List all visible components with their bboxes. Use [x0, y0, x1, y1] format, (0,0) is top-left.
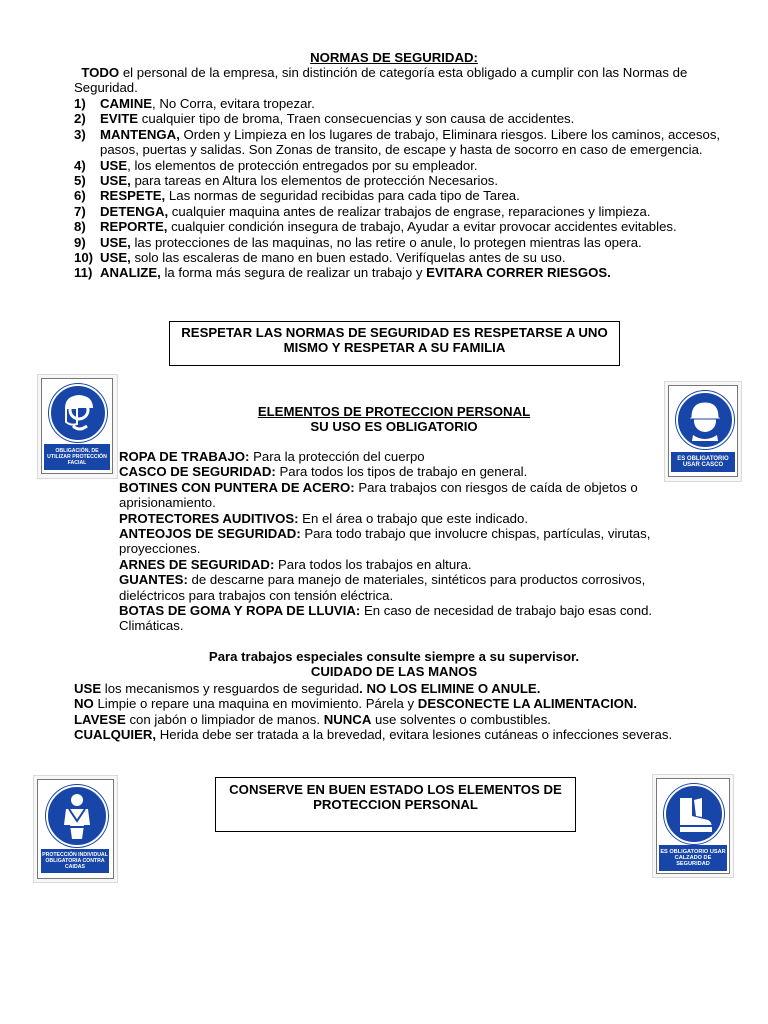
ppe-title-line2: SU USO ES OBLIGATORIO — [310, 419, 478, 435]
safety-boot-icon — [664, 784, 724, 844]
ppe-item-text: Para todos los tipos de trabajo en general. — [275, 464, 528, 480]
sign-label: ES OBLIGATORIO USAR CASCO — [671, 452, 735, 472]
ppe-item-name: GUANTES: — [119, 572, 188, 588]
rule-text: Orden y Limpieza en los lugares de trabajo, Eliminara riesgos. Libere los caminos, accesos, pasos, puertas y salidas. Son Zonas de transito, de escape y hasta de socorro en caso de emergencia. — [100, 126, 721, 158]
hands-keyword: USE — [74, 681, 102, 696]
hands-text: Herida debe ser tratada a la brevedad, evitara lesiones cutáneas o infecciones severas. — [156, 727, 673, 743]
ppe-item — [119, 603, 699, 634]
rule-number: 6) — [74, 188, 86, 204]
sign-label: ES OBLIGATORIO USAR CALZADO DE SEGURIDAD — [659, 845, 727, 871]
rule-item — [74, 111, 734, 126]
rule-number: 7) — [74, 203, 86, 219]
ppe-item-text: de descarne para manejo de materiales, sintéticos para productos corrosivos, dieléctricos para trabajos con tensión eléctrica. — [119, 572, 646, 603]
rule-text: cualquier condición insegura de trabajo, Ayudar a evitar provocar accidentes evitables. — [167, 219, 677, 235]
rule-keyword: REPORTE, — [100, 219, 168, 235]
rules-list — [74, 96, 734, 281]
ppe-item-name: CASCO DE SEGURIDAD: — [119, 464, 276, 480]
rule-text: , No Corra, evitara tropezar. — [152, 96, 315, 111]
rule-keyword: CAMINE — [100, 96, 153, 111]
safety-boots-sign — [652, 774, 734, 878]
rule-number: 3) — [74, 126, 86, 142]
ppe-item-name: PROTECTORES AUDITIVOS: — [119, 510, 299, 526]
hands-item — [74, 727, 714, 742]
hands-item — [74, 712, 714, 727]
page-title: NORMAS DE SEGURIDAD: — [310, 50, 478, 65]
rule-number: 9) — [74, 234, 86, 250]
rule-keyword: MANTENGA, — [100, 126, 180, 142]
rule-item — [74, 235, 734, 250]
ppe-item-name: ROPA DE TRABAJO: — [119, 449, 250, 464]
rule-text: cualquier maquina antes de realizar trabajos de engrase, reparaciones y limpieza. — [168, 203, 651, 219]
rule-number: 1) — [74, 96, 86, 111]
hands-keyword-2: DESCONECTE LA ALIMENTACION. — [417, 696, 638, 712]
sign-label: PROTECCIÓN INDIVIDUAL OBLIGATORIA CONTRA CAIDAS — [41, 849, 109, 873]
rule-keyword-2: EVITARA CORRER RIESGOS. — [426, 265, 611, 281]
hands-text: Limpie o repare una maquina en movimiento. Párela y — [93, 696, 418, 712]
rule-item — [74, 204, 734, 219]
conserve-callout-box: CONSERVE EN BUEN ESTADO LOS ELEMENTOS DE PROTECCION PERSONAL — [215, 777, 576, 832]
hands-text: con jabón o limpiador de manos. — [125, 711, 324, 727]
hands-keyword-2: NUNCA — [323, 711, 372, 727]
ppe-item-text: En el área o trabajo que este indicado. — [298, 510, 528, 526]
ppe-item-text: En caso de necesidad de trabajo bajo esas cond. Climáticas. — [119, 603, 653, 634]
rule-keyword: EVITE — [100, 111, 139, 127]
rule-number: 10) — [74, 250, 94, 266]
rule-item — [74, 188, 734, 203]
intro-text: el personal de la empresa, sin distinción de categoría esta obligado a cumplir con las Normas de Seguridad. — [74, 65, 688, 96]
hands-title: CUIDADO DE LAS MANOS — [310, 664, 478, 680]
ppe-item — [119, 526, 699, 557]
rule-text: la forma más segura de realizar un trabajo y — [160, 265, 427, 281]
rule-item — [74, 173, 734, 188]
rule-item — [74, 158, 734, 173]
hands-text-2: use solventes o combustibles. — [371, 711, 551, 727]
ppe-item — [119, 449, 699, 464]
respect-callout-box: RESPETAR LAS NORMAS DE SEGURIDAD ES RESPETARSE A UNO MISMO Y RESPETAR A SU FAMILIA — [169, 321, 620, 366]
ppe-item — [119, 572, 699, 603]
rule-text: las protecciones de las maquinas, no las retire o anule, lo protegen mientras las opera. — [130, 234, 642, 250]
rule-keyword: ANALIZE, — [100, 265, 161, 281]
rule-number: 4) — [74, 157, 86, 173]
hands-keyword: CUALQUIER, — [74, 727, 157, 743]
fall-protection-sign — [33, 775, 118, 883]
rule-item — [74, 250, 734, 265]
hands-keyword: LAVESE — [74, 711, 126, 727]
ppe-list — [119, 449, 699, 634]
ppe-item-text: Para todo trabajo que involucre chispas, partículas, virutas, proyecciones. — [119, 526, 651, 557]
rule-number: 2) — [74, 111, 86, 127]
intro-bold: TODO — [81, 65, 120, 80]
sign-label: OBLIGACIÓN, DE UTILIZAR PROTECCIÓN FACIAL — [44, 444, 110, 470]
ppe-section-title — [0, 404, 768, 435]
hands-list — [74, 681, 714, 743]
ppe-item — [119, 557, 699, 572]
ppe-item-text: Para trabajos con riesgos de caída de objetos o aprisionamiento. — [119, 479, 638, 511]
rule-keyword: USE, — [100, 173, 131, 189]
rule-text: solo las escaleras de mano en buen estado. Verifíquelas antes de su uso. — [130, 250, 566, 266]
rule-text: Las normas de seguridad recibidas para cada tipo de Tarea. — [165, 188, 520, 204]
rule-keyword: DETENGA, — [100, 203, 169, 219]
rule-number: 5) — [74, 173, 86, 189]
rule-item — [74, 219, 734, 234]
ppe-item-name: BOTAS DE GOMA Y ROPA DE LLUVIA: — [119, 603, 361, 619]
rule-number: 11) — [74, 265, 93, 281]
ppe-item — [119, 511, 699, 526]
intro-paragraph — [74, 65, 714, 96]
rule-text: , los elementos de protección entregados por su empleador. — [127, 157, 478, 173]
supervisor-note: Para trabajos especiales consulte siempre a su supervisor. — [208, 649, 580, 664]
rule-keyword: USE — [100, 157, 128, 173]
rule-item — [74, 96, 734, 111]
ppe-title-line1: ELEMENTOS DE PROTECCION PERSONAL — [257, 404, 531, 419]
hands-text: los mecanismos y resguardos de seguridad — [101, 681, 360, 696]
hands-item — [74, 681, 714, 696]
ppe-item-text: Para la protección del cuerpo — [249, 449, 425, 464]
hands-keyword-2: . NO LOS ELIMINE O ANULE. — [359, 681, 541, 696]
ppe-item-text: Para todos los trabajos en altura. — [274, 556, 472, 572]
ppe-item — [119, 464, 699, 479]
rule-text: para tareas en Altura los elementos de protección Necesarios. — [130, 173, 499, 189]
ppe-item-name: BOTINES CON PUNTERA DE ACERO: — [119, 479, 355, 495]
ppe-item-name: ARNES DE SEGURIDAD: — [119, 556, 275, 572]
hands-keyword: NO — [74, 696, 94, 712]
rule-keyword: RESPETE, — [100, 188, 166, 204]
ppe-item-name: ANTEOJOS DE SEGURIDAD: — [119, 526, 301, 542]
rule-text: cualquier tipo de broma, Traen consecuencias y son causa de accidentes. — [138, 111, 575, 127]
rule-keyword: USE, — [100, 250, 131, 266]
hands-item — [74, 696, 714, 711]
harness-icon — [46, 785, 108, 847]
ppe-item — [119, 480, 699, 511]
rule-keyword: USE, — [100, 234, 131, 250]
rule-item — [74, 127, 734, 158]
hard-hat-icon — [676, 391, 734, 449]
rule-item — [74, 265, 734, 280]
hands-section-title — [0, 649, 768, 680]
rule-number: 8) — [74, 219, 86, 235]
